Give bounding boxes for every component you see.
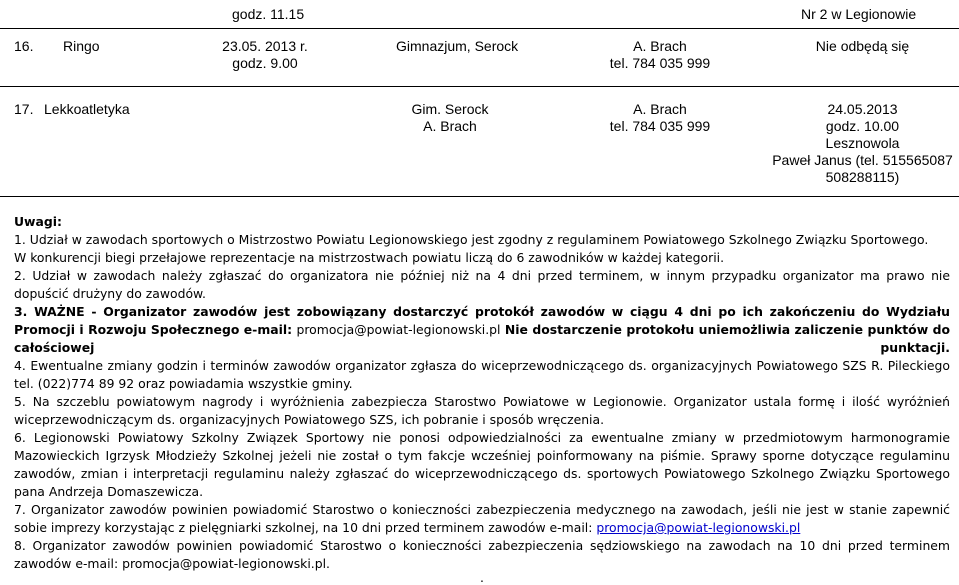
table-row-divider	[0, 196, 959, 197]
note-4: 4. Ewentualne zmiany godzin i terminów zawodów organizator zgłasza do wiceprzewodniczącego ds. organizacyjnych Powiatowego SZS R. Pileckiego tel. (022)774 89 92 oraz powiadamia wszystkie gminy.	[14, 358, 950, 391]
row-contact: A. Brach tel. 784 035 999	[609, 101, 711, 134]
row-number: 16.	[14, 38, 34, 54]
notes-title: Uwagi:	[14, 214, 62, 229]
note-3: 3. WAŻNE - Organizator zawodów jest zobowiązany dostarczyć protokół zawodów w ciągu 4 dni po ich zakończeniu do Wydziału Promocji i Rozwoju Społecznego e-mail: promocja@powiat-legionowski.pl Nie dostarczenie protokołu uniemożliwia zaliczenie punktów do całościowej punktacji.	[14, 304, 950, 355]
note-1: 1. Udział w zawodach sportowych o Mistrzostwo Powiatu Legionowskiego jest zgodny z regulaminem Powiatowego Szkolnego Związku Sportowego.	[14, 232, 929, 247]
row-organizer: Gimnazjum, Serock	[396, 38, 519, 54]
row-place: 24.05.2013 godz. 10.00 Lesznowola Paweł Janus (tel. 515565087 508288115)	[772, 101, 953, 185]
row-contact: A. Brach tel. 784 035 999	[609, 38, 711, 71]
note-1b: W konkurencji biegi przełajowe reprezentacje na mistrzostwach powiatu liczą do 6 zawodników w każdej kategorii.	[14, 250, 725, 265]
table-row-divider	[0, 86, 959, 87]
top-row-time: godz. 11.15	[232, 6, 305, 22]
note-7: 7. Organizator zawodów powinien powiadomić Starostwo o konieczności zabezpieczenia medycznego na zawodach, jeśli nie jest w stanie zapewnić sobie imprezy korzystając z pielęgniarki szkolnej, na 10 dni przed terminem zawodów e-mail: promocja@powiat-legionowski.pl	[14, 502, 950, 535]
row-date: 23.05. 2013 r. godz. 9.00	[222, 38, 308, 71]
row-date: Gim. Serock A. Brach	[411, 101, 489, 134]
row-number: 17.	[14, 101, 34, 117]
footer-dot: .	[480, 570, 484, 585]
notes-section	[14, 213, 950, 583]
email-text: promocja@powiat-legionowski.pl	[296, 322, 501, 337]
schedule-table	[0, 0, 959, 204]
email-link[interactable]: promocja@powiat-legionowski.pl	[596, 520, 801, 535]
note-5: 5. Na szczeblu powiatowym nagrody i wyróżnienia zabezpiecza Starostwo Powiatowe w Legionowie. Organizator ustala formę i ilość wyróżnień wiceprzewodniczącym ds. organizacyjnych Powiatowego SZS, ich pobranie i sposób wręczenia.	[14, 394, 950, 427]
table-row-divider	[0, 28, 959, 29]
top-row-venue: Nr 2 w Legionowie	[801, 6, 917, 22]
note-8: 8. Organizator zawodów powinien powiadomić Starostwo o konieczności zabezpieczenia sędziowskiego na zawodach na 10 dni przed terminem zawodów e-mail: promocja@powiat-legionowski.pl.	[14, 538, 950, 571]
row-discipline: Lekkoatletyka	[44, 101, 130, 117]
row-place: Nie odbędą się	[815, 38, 910, 54]
note-6: 6. Legionowski Powiatowy Szkolny Związek Sportowy nie ponosi odpowiedzialności za ewentualne zmiany w przedmiotowym harmonogramie Mazowieckich Igrzysk Młodzieży Szkolnej jeżeli nie został o tym fakcje wcześniej poinformowany na piśmie. Sprawy sporne dotyczące regulaminu zawodów, zmian i interpretacji regulaminu należy zgłaszać do wiceprzewodniczącego ds. sportowych Powiatowego Szkolnego Związku Sportowego pana Andrzeja Domaszewicza.	[14, 430, 950, 499]
note-2: 2. Udział w zawodach należy zgłaszać do organizatora nie później niż na 4 dni przed terminem, w innym przypadku organizator ma prawo nie dopuścić drużyny do zawodów.	[14, 268, 950, 301]
row-discipline: Ringo	[63, 38, 100, 54]
